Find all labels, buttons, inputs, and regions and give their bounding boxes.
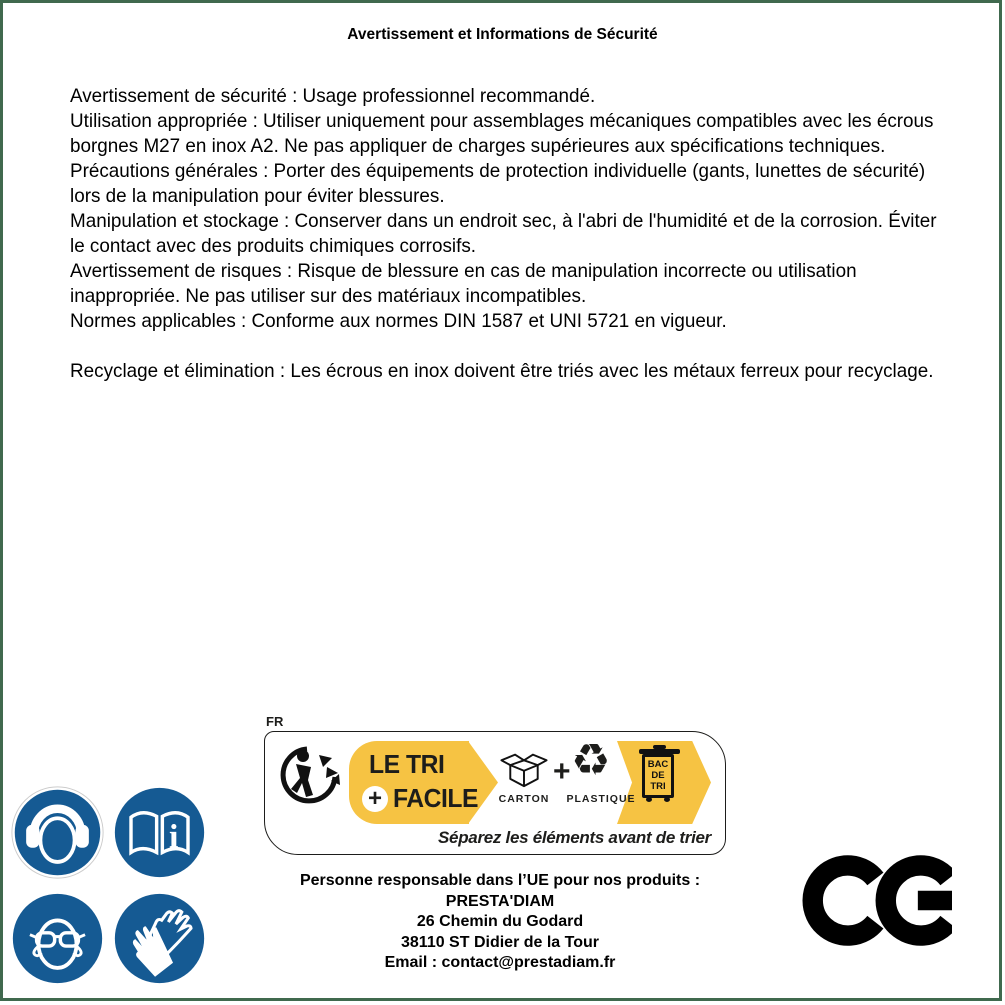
safety-paragraph: Manipulation et stockage : Conserver dans un endroit sec, à l'abri de l'humidité et de la corrosion. Éviter le contact avec des produits chimiques corrosifs.: [70, 210, 937, 257]
read-instruction-manual-icon: [112, 785, 207, 880]
plus-icon: +: [362, 786, 388, 812]
safety-paragraph: Avertissement de sécurité : Usage professionnel recommandé.: [70, 85, 596, 107]
headline-le-tri: LE TRI: [369, 749, 445, 779]
bin-wheel: [646, 797, 652, 802]
bin-lid: [639, 749, 680, 754]
address-line: 26 Chemin du Godard: [416, 913, 584, 930]
bin-knob: [653, 745, 666, 749]
carton-box-icon: [499, 749, 549, 789]
responsible-person-block: [230, 871, 770, 974]
recycling-paragraph: Recyclage et élimination : Les écrous en inox doivent être triés avec les métaux ferreux pour recyclage.: [70, 360, 934, 382]
plastic-recycle-icon: ♻: [571, 735, 611, 786]
company-name: PRESTA'DIAM: [445, 892, 555, 910]
triman-recycling-icon: [277, 743, 341, 807]
page-title: Avertissement et Informations de Sécurité: [347, 26, 658, 43]
responsible-heading: Personne responsable dans l’UE pour nos produits :: [299, 872, 701, 889]
sorting-tagline: Séparez les éléments avant de trier: [438, 828, 711, 847]
sorting-bin-icon: [642, 754, 674, 798]
wear-ear-protection-icon: [10, 785, 105, 880]
country-code-label: FR: [266, 714, 284, 729]
safety-paragraph: Précautions générales : Porter des équipements de protection individuelle (gants, lunettes de sécurité) lors de la manipulation pour éviter blessures.: [70, 160, 926, 207]
safety-text-block: [70, 84, 941, 384]
bin-label: BAC DE TRI: [647, 759, 669, 792]
safety-paragraph: Utilisation appropriée : Utiliser uniquement pour assemblages mécaniques compatibles avec les écrous borgnes M27 en inox A2. Ne pas appliquer de charges supérieures aux spécifications techniques.: [70, 110, 934, 157]
bin-wheel: [664, 797, 670, 802]
material-label-carton: CARTON: [498, 793, 550, 805]
sorting-banner: [349, 735, 711, 824]
material-label-plastique: PLASTIQUE: [566, 793, 636, 805]
ce-marking-icon: [797, 845, 952, 957]
wear-protective-gloves-icon: [112, 891, 207, 986]
plus-icon: +: [553, 755, 571, 788]
wear-eye-protection-icon: [10, 891, 105, 986]
safety-paragraph: Avertissement de risques : Risque de blessure en cas de manipulation incorrecte ou utilisation inappropriée. Ne pas utiliser sur des matériaux incompatibles.: [70, 260, 857, 307]
infotri-recycling-label: [264, 731, 726, 855]
safety-paragraph: Normes applicables : Conforme aux normes DIN 1587 et UNI 5721 en vigueur.: [70, 310, 727, 332]
email-line: Email : contact@prestadiam.fr: [384, 954, 616, 971]
svg-text:i: i: [169, 818, 179, 856]
address-line: 38110 ST Didier de la Tour: [401, 933, 599, 951]
headline-facile: FACILE: [393, 783, 478, 813]
